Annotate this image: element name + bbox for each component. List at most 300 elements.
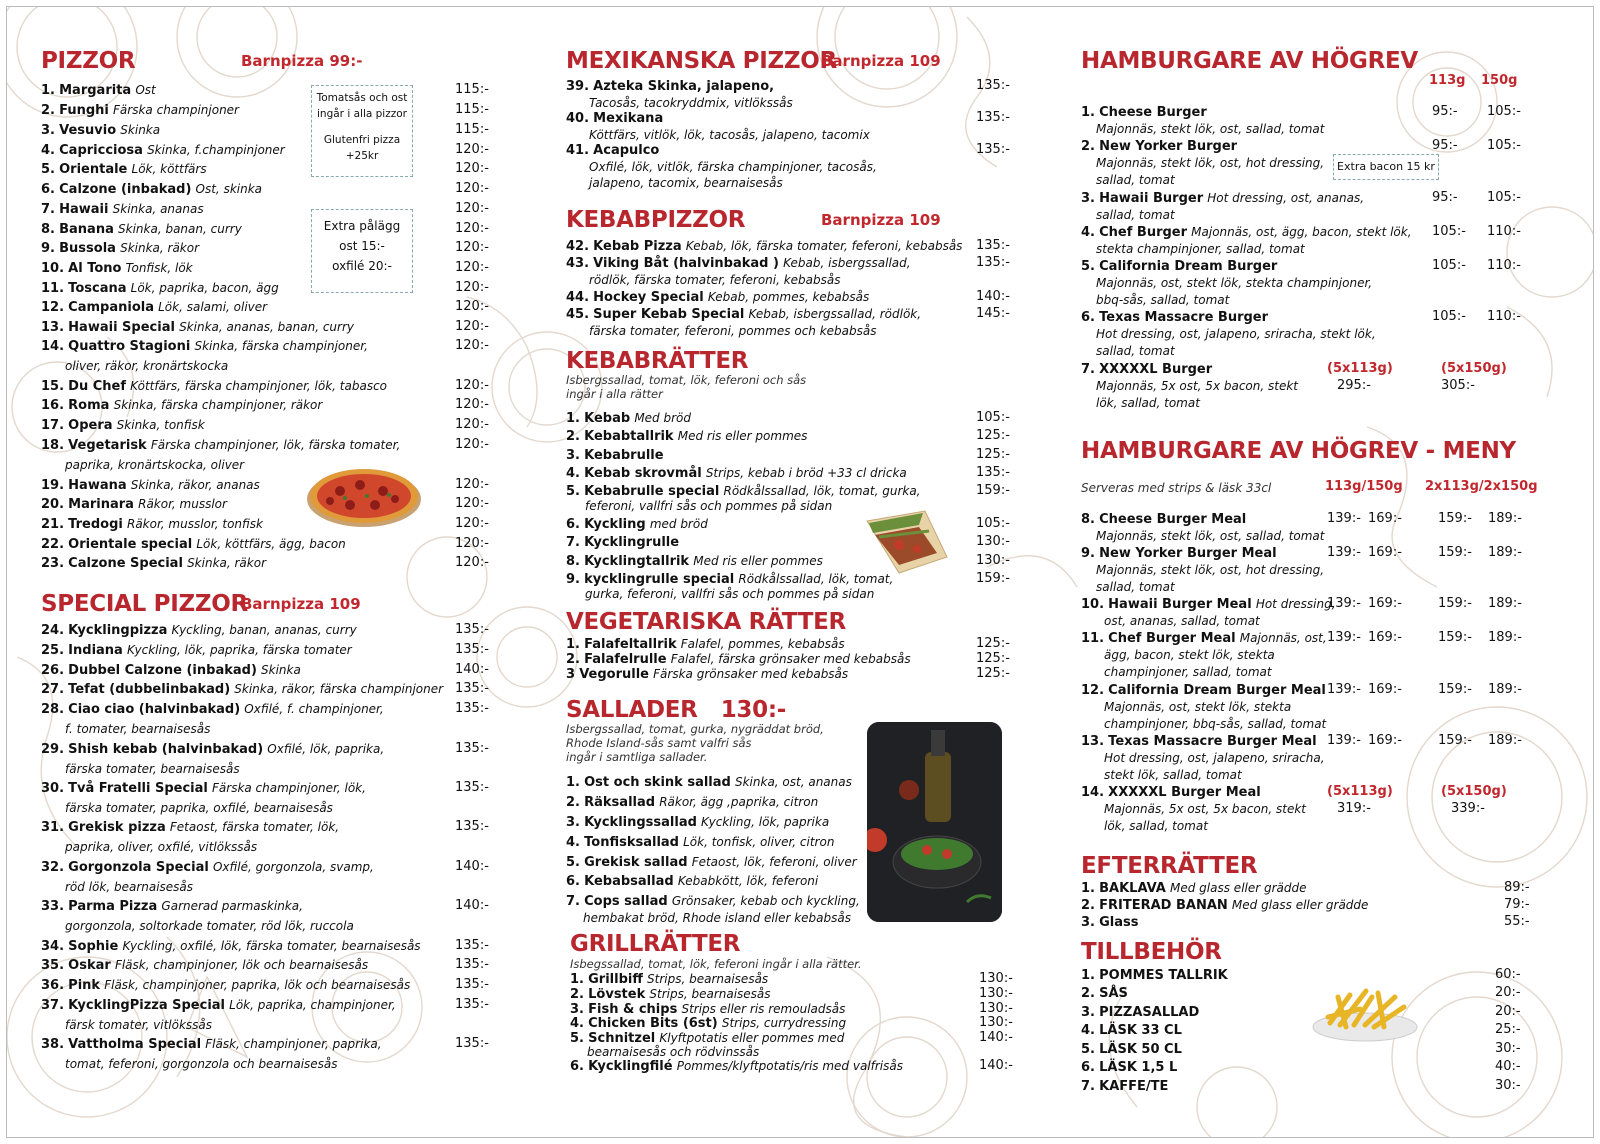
item-price: 120:- <box>455 260 489 275</box>
item-price: 130:- <box>979 1001 1013 1016</box>
item-description: Majonnäs, ost, <box>1239 631 1327 645</box>
item-name: Glass <box>1099 915 1139 930</box>
item-description: Falafel, färska grönsaker med kebabsås <box>670 652 911 666</box>
item-name: Två Fratelli Special <box>68 781 208 796</box>
item-name: KycklingPizza Special <box>68 998 226 1013</box>
section-title-special-pizzor: SPECIAL PIZZOR <box>41 591 248 617</box>
item-name: BAKLAVA <box>1099 881 1166 896</box>
item-description-cont: röd lök, bearnaisesås <box>65 880 194 894</box>
section-title-hamburgare: HAMBURGARE AV HÖGREV <box>1081 48 1418 74</box>
item-name: Grekisk pizza <box>68 820 166 835</box>
item-price: 115:- <box>455 102 489 117</box>
item-price: 130:- <box>976 553 1010 568</box>
item-description: Skinka, räkor, färska champinjoner <box>234 682 444 696</box>
menu-item <box>41 161 207 178</box>
menu-item <box>1081 1041 1182 1058</box>
item-price: 125:- <box>976 666 1010 681</box>
item-description-cont: sallad, tomat <box>1096 580 1175 594</box>
item-number: 8. <box>1081 512 1095 527</box>
info-line: ingår i alla pizzor <box>317 108 407 120</box>
section-title-sallader <box>566 697 786 723</box>
price-2x113g: 159:- <box>1438 511 1472 526</box>
price-2x113g: 159:- <box>1438 545 1472 560</box>
item-name: Falafeltallrik <box>584 637 677 652</box>
item-price: 140:- <box>455 898 489 913</box>
item-description-cont: färska tomater, bearnaisesås <box>65 762 240 776</box>
item-description-cont: Majonnäs, ost, stekt lök, stekta <box>1104 700 1292 714</box>
menu-item <box>41 240 199 257</box>
item-name: Sophie <box>68 939 119 954</box>
menu-item <box>1081 1004 1199 1021</box>
item-name: Tonfisksallad <box>584 835 679 850</box>
item-number: 9. <box>1081 546 1095 561</box>
item-description: Kebabkött, lök, feferoni <box>677 874 819 888</box>
item-description: Skinka, tonfisk <box>116 418 205 432</box>
extra-bacon-box: Extra bacon 15 kr <box>1333 154 1439 180</box>
menu-item <box>1081 138 1237 155</box>
info-line: oxfilé 20:- <box>332 259 392 273</box>
item-number: 3. <box>566 448 580 463</box>
item-price: 135:- <box>455 642 489 657</box>
item-number: 9. <box>566 572 580 587</box>
menu-item <box>1081 985 1128 1002</box>
price-150g: 169:- <box>1368 733 1402 748</box>
menu-item <box>41 338 368 355</box>
item-description: med bröd <box>649 517 708 531</box>
menu-item <box>41 536 346 553</box>
menu-item <box>1081 511 1246 528</box>
item-number: 4. <box>566 835 580 850</box>
item-number: 36. <box>41 978 65 993</box>
item-description: Lök, köttfärs, ägg, bacon <box>196 537 346 551</box>
menu-item <box>1081 104 1207 121</box>
item-description: Skinka, räkor <box>187 556 267 570</box>
item-description: Med glass eller grädde <box>1231 898 1369 912</box>
item-description-cont: gurka, feferoni, vallfri sås och pommes på sidan <box>585 587 875 601</box>
item-number: 5. <box>566 484 580 499</box>
item-number: 5. <box>41 162 55 177</box>
item-name: Calzone (inbakad) <box>59 182 192 197</box>
item-description: Hot dressing, <box>1255 597 1336 611</box>
price-113g: 95:- <box>1432 190 1458 205</box>
item-name: Vattholma Special <box>68 1037 202 1052</box>
size-label: (5x113g) <box>1327 784 1393 799</box>
item-price: 120:- <box>455 201 489 216</box>
menu-item <box>566 447 664 464</box>
item-number: 6. <box>566 517 580 532</box>
item-description: Oxfilé, f. champinjoner, <box>244 702 384 716</box>
barnpizza-label: Barnpizza 109 <box>241 595 361 613</box>
item-number: 21. <box>41 517 65 532</box>
item-price: 125:- <box>976 447 1010 462</box>
item-description: Ost <box>135 83 156 97</box>
item-price: 30:- <box>1495 1041 1521 1056</box>
item-number: 33. <box>41 899 65 914</box>
kebabratter-note: Isbergssallad, tomat, lök, feferoni och sås <box>566 373 807 387</box>
price-113g: 139:- <box>1327 511 1361 526</box>
item-description: Rödkålssallad, lök, tomat, gurka, <box>723 484 921 498</box>
price-2x150g: 189:- <box>1488 682 1522 697</box>
item-description-cont: rödlök, färska tomater, feferoni, kebabsås <box>589 273 841 287</box>
item-price: 135:- <box>976 255 1010 270</box>
item-price: 135:- <box>976 465 1010 480</box>
menu-item <box>1081 361 1212 378</box>
item-price: 125:- <box>976 428 1010 443</box>
item-number: 2. <box>566 652 580 667</box>
item-number: 18. <box>41 438 65 453</box>
item-price: 159:- <box>976 571 1010 586</box>
item-name: California Dream Burger Meal <box>1108 683 1326 698</box>
item-description: Falafel, pommes, kebabsås <box>680 637 845 651</box>
sallader-price: 130:- <box>720 697 786 723</box>
price-150g: 105:- <box>1487 138 1521 153</box>
menu-item <box>41 997 396 1014</box>
item-name: Margarita <box>59 83 132 98</box>
item-number: 27. <box>41 682 65 697</box>
menu-item <box>1081 784 1261 801</box>
price-113g: 95:- <box>1432 138 1458 153</box>
menu-item <box>566 142 659 159</box>
item-number: 6. <box>566 874 580 889</box>
item-description: Skinka, räkor <box>120 241 200 255</box>
item-description: Tonfisk, lök <box>125 261 193 275</box>
price-2x113g: 159:- <box>1438 733 1472 748</box>
item-name: Kycklingtallrik <box>584 554 690 569</box>
item-name: Chef Burger Meal <box>1108 631 1236 646</box>
item-name: Grillbiff <box>588 972 643 987</box>
item-number: 7. <box>566 894 580 909</box>
item-description-cont: ägg, bacon, stekt lök, stekta <box>1104 648 1275 662</box>
item-description: Räkor, musslor <box>138 497 227 511</box>
item-description-cont: Majonnäs, stekt lök, ost, hot dressing, <box>1096 156 1325 170</box>
item-number: 29. <box>41 742 65 757</box>
menu-item <box>566 110 663 127</box>
item-name: Cops sallad <box>584 894 668 909</box>
fries-image <box>1310 983 1420 1043</box>
menu-item <box>1081 630 1327 647</box>
item-description-cont: Köttfärs, vitlök, lök, tacosås, jalapeno, tacomix <box>589 128 870 142</box>
price-113g: 139:- <box>1327 682 1361 697</box>
menu-item <box>41 642 352 659</box>
item-price: 30:- <box>1495 1078 1521 1093</box>
price-double: 339:- <box>1451 801 1485 816</box>
menu-item <box>1081 897 1368 914</box>
item-price: 125:- <box>976 636 1010 651</box>
item-number: 6. <box>1081 1060 1095 1075</box>
item-description-cont: lök, sallad, tomat <box>1104 819 1208 833</box>
item-name: Super Kebab Special <box>593 307 745 322</box>
item-price: 120:- <box>455 338 489 353</box>
item-number: 32. <box>41 860 65 875</box>
item-price: 130:- <box>979 971 1013 986</box>
menu-item <box>41 221 242 238</box>
item-price: 120:- <box>455 555 489 570</box>
item-price: 135:- <box>455 681 489 696</box>
item-description-cont: Majonnäs, stekt lök, ost, sallad, tomat <box>1096 122 1325 136</box>
price-113g: 139:- <box>1327 596 1361 611</box>
item-description-cont: paprika, oliver, oxfilé, vitlökssås <box>65 840 258 854</box>
menu-item <box>1081 1022 1182 1039</box>
price-2x150g: 189:- <box>1488 511 1522 526</box>
item-description: Strips, currydressing <box>721 1016 847 1030</box>
item-name: Räksallad <box>584 795 656 810</box>
item-number: 1. <box>566 775 580 790</box>
item-name: Marinara <box>68 497 134 512</box>
menu-item <box>1081 914 1139 931</box>
item-number: 4. <box>1081 225 1095 240</box>
menu-item <box>41 437 400 454</box>
item-description-cont: hembakat bröd, Rhode island eller kebabsås <box>583 911 851 925</box>
item-price: 135:- <box>455 741 489 756</box>
menu-item <box>41 477 260 494</box>
item-price: 135:- <box>455 701 489 716</box>
item-number: 15. <box>41 379 65 394</box>
item-name: Toscana <box>68 281 127 296</box>
item-price: 120:- <box>455 240 489 255</box>
price-113g: 105:- <box>1432 258 1466 273</box>
item-name: Dubbel Calzone (inbakad) <box>68 663 257 678</box>
menu-item <box>1081 682 1326 699</box>
menu-item <box>1081 967 1228 984</box>
price-150g: 105:- <box>1487 104 1521 119</box>
item-description: Med ris eller pommes <box>677 429 808 443</box>
item-description: Skinka, färska champinjoner, <box>194 339 368 353</box>
item-description-cont: stekt lök, sallad, tomat <box>1104 768 1242 782</box>
menu-item <box>41 516 263 533</box>
item-number: 10. <box>41 261 65 276</box>
item-name: Azteka Skinka, jalapeno, <box>593 79 775 94</box>
item-name: Schnitzel <box>588 1031 656 1046</box>
menu-item <box>566 238 962 255</box>
item-number: 1. <box>566 411 580 426</box>
price-150g: 169:- <box>1368 511 1402 526</box>
item-price: 105:- <box>976 516 1010 531</box>
item-description-cont: jalapeno, tacomix, bearnaisesås <box>589 176 783 190</box>
salad-photo <box>867 722 1002 922</box>
item-description: Skinka, färska champinjoner, räkor <box>113 398 323 412</box>
item-price: 135:- <box>976 78 1010 93</box>
item-description-cont: Majonnäs, stekt lök, ost, sallad, tomat <box>1096 529 1325 543</box>
item-price: 140:- <box>979 1058 1013 1073</box>
menu-item <box>1081 190 1364 207</box>
item-description: Med glass eller grädde <box>1170 881 1307 895</box>
item-name: Roma <box>68 398 110 413</box>
item-number: 6. <box>41 182 55 197</box>
item-number: 4. <box>570 1016 584 1031</box>
item-name: Vesuvio <box>59 123 117 138</box>
price-150g: 305:- <box>1441 378 1475 393</box>
pizza-image <box>305 463 423 529</box>
item-price: 20:- <box>1495 1004 1521 1019</box>
menu-item <box>41 82 156 99</box>
item-name: Kebabrulle special <box>584 484 720 499</box>
item-description-cont: sallad, tomat <box>1096 208 1175 222</box>
menu-item <box>1081 733 1317 750</box>
wrap-image <box>859 507 951 577</box>
item-price: 120:- <box>455 142 489 157</box>
section-title-vegetariska: VEGETARISKA RÄTTER <box>566 609 846 635</box>
item-number: 4. <box>1081 1023 1095 1038</box>
item-number: 13. <box>41 320 65 335</box>
item-price: 120:- <box>455 516 489 531</box>
menu-item <box>41 1036 382 1053</box>
menu-item <box>41 741 384 758</box>
size-label: (5x150g) <box>1441 361 1507 376</box>
price-150g: 110:- <box>1487 224 1521 239</box>
item-number: 5. <box>1081 259 1095 274</box>
weight-113g: 113g <box>1429 73 1466 88</box>
item-name: KAFFE/TE <box>1099 1079 1169 1094</box>
item-name: New Yorker Burger Meal <box>1099 546 1277 561</box>
item-price: 120:- <box>455 397 489 412</box>
item-number: 22. <box>41 537 65 552</box>
item-description-cont: sallad, tomat <box>1096 173 1175 187</box>
item-price: 135:- <box>976 110 1010 125</box>
item-number: 2. <box>1081 898 1095 913</box>
menu-item <box>1081 880 1307 897</box>
item-number: 25. <box>41 643 65 658</box>
item-description-cont: Majonnäs, 5x ost, 5x bacon, stekt <box>1104 802 1306 816</box>
item-description-cont: sallad, tomat <box>1096 344 1175 358</box>
item-description: Rödkålssallad, lök, tomat, <box>738 572 894 586</box>
menu-item <box>41 622 357 639</box>
item-price: 135:- <box>455 957 489 972</box>
sallader-note: Isbergssallad, tomat, gurka, nygräddat bröd, <box>566 722 824 736</box>
menu-item <box>41 555 266 572</box>
price-150g: 110:- <box>1487 309 1521 324</box>
item-name: Tredogi <box>68 517 123 532</box>
item-description: Färska grönsaker med kebabsås <box>653 667 849 681</box>
item-price: 135:- <box>455 997 489 1012</box>
item-price: 105:- <box>976 410 1010 425</box>
item-description: Hot dressing, ost, ananas, <box>1207 191 1365 205</box>
item-number: 5. <box>1081 1042 1095 1057</box>
item-price: 159:- <box>976 483 1010 498</box>
menu-item <box>566 794 818 811</box>
item-number: 16. <box>41 398 65 413</box>
menu-item <box>566 873 818 890</box>
item-price: 79:- <box>1504 897 1530 912</box>
item-name: LÄSK 50 CL <box>1099 1042 1182 1057</box>
item-number: 44. <box>566 290 590 305</box>
section-title-kebabratter: KEBABRÄTTER <box>566 348 749 374</box>
price-150g: 110:- <box>1487 258 1521 273</box>
info-box-extra-palagg <box>311 209 413 293</box>
item-number: 37. <box>41 998 65 1013</box>
menu-item <box>41 397 322 414</box>
item-description-cont: stekta champinjoner, sallad, tomat <box>1096 242 1305 256</box>
item-description: Majonnäs, ost, ägg, bacon, stekt lök, <box>1191 225 1412 239</box>
item-number: 43. <box>566 256 590 271</box>
item-description-cont: färska tomater, feferoni, pommes och kebabsås <box>589 324 877 338</box>
price-113g: 139:- <box>1327 733 1361 748</box>
menu-item <box>41 280 279 297</box>
item-name: Al Tono <box>68 261 122 276</box>
item-name: Chef Burger <box>1099 225 1188 240</box>
item-price: 135:- <box>455 938 489 953</box>
item-price: 120:- <box>455 437 489 452</box>
item-description-cont: oliver, räkor, kronärtskocka <box>65 359 229 373</box>
item-description: Färska champinjoner, lök, <box>212 781 366 795</box>
item-description: Kyckling, banan, ananas, curry <box>171 623 357 637</box>
item-number: 7. <box>1081 362 1095 377</box>
item-number: 3. <box>566 815 580 830</box>
item-name: Gorgonzola Special <box>68 860 209 875</box>
item-name: Kyckling <box>584 517 646 532</box>
item-description-cont: champinjoner, bbq-sås, sallad, tomat <box>1104 717 1327 731</box>
item-name: Cheese Burger Meal <box>1099 512 1247 527</box>
item-description: Pommes/klyftpotatis/ris med valfrisås <box>676 1059 903 1073</box>
item-name: Orientale special <box>68 537 193 552</box>
item-number: 35. <box>41 958 65 973</box>
item-name: Fish & chips <box>588 1002 678 1017</box>
item-number: 3. <box>1081 1005 1095 1020</box>
item-name: Hawaii Special <box>68 320 175 335</box>
item-description: Kebab, lök, färska tomater, feferoni, kebabsås <box>685 239 963 253</box>
item-description-cont: färska tomater, paprika, oxfilé, bearnaisesås <box>65 801 333 815</box>
item-price: 145:- <box>976 306 1010 321</box>
item-name: Kycklingpizza <box>68 623 168 638</box>
item-description: Fläsk, champinjoner, paprika, <box>205 1037 382 1051</box>
item-price: 115:- <box>455 82 489 97</box>
menu-item <box>566 78 774 95</box>
item-description: Skinka, ananas, banan, curry <box>179 320 354 334</box>
item-description: Lök, salami, oliver <box>158 300 268 314</box>
menu-item <box>41 957 368 974</box>
section-title-pizzor: PIZZOR <box>41 48 136 74</box>
menu-item <box>41 701 384 718</box>
item-number: 5. <box>570 1031 584 1046</box>
price-150g: 169:- <box>1368 596 1402 611</box>
item-price: 55:- <box>1504 914 1530 929</box>
menu-item <box>41 319 354 336</box>
item-description: Ost, skinka <box>195 182 263 196</box>
item-description-cont: Majonnäs, stekt lök, ost, hot dressing, <box>1096 563 1325 577</box>
menu-item <box>41 102 239 119</box>
price-150g: 169:- <box>1368 545 1402 560</box>
item-description-cont: tomat, feferoni, gorgonzola och bearnaisesås <box>65 1057 338 1071</box>
menu-item <box>41 938 421 955</box>
item-price: 125:- <box>976 651 1010 666</box>
item-name: Ost och skink sallad <box>584 775 731 790</box>
item-description: Kebab, pommes, kebabsås <box>707 290 870 304</box>
item-price: 140:- <box>455 662 489 677</box>
item-name: Viking Båt (halvinbakad ) <box>593 256 779 271</box>
item-description: Klyftpotatis eller pommes med <box>659 1031 845 1045</box>
menu-item <box>566 814 829 831</box>
item-name: Tefat (dubbelinbakad) <box>68 682 231 697</box>
item-price: 89:- <box>1504 880 1530 895</box>
item-description: Fetaost, färska tomater, lök, <box>169 820 340 834</box>
item-number: 12. <box>1081 683 1105 698</box>
menu-item <box>566 534 679 551</box>
item-number: 2. <box>41 103 55 118</box>
item-price: 40:- <box>1495 1059 1521 1074</box>
menu-item <box>41 378 387 395</box>
item-name: Kebabtallrik <box>584 429 674 444</box>
item-name: Kycklingrulle <box>584 535 680 550</box>
item-description: Lök, paprika, bacon, ägg <box>130 281 279 295</box>
barnpizza-label: Barnpizza 109 <box>821 211 941 229</box>
item-number: 1. <box>41 83 55 98</box>
item-name: Cheese Burger <box>1099 105 1207 120</box>
price-2x150g: 189:- <box>1488 545 1522 560</box>
item-number: 4. <box>41 143 55 158</box>
item-description: Oxfilé, gorgonzola, svamp, <box>212 860 374 874</box>
item-price: 120:- <box>455 496 489 511</box>
item-number: 2. <box>570 987 584 1002</box>
menu-item <box>1081 1059 1177 1076</box>
